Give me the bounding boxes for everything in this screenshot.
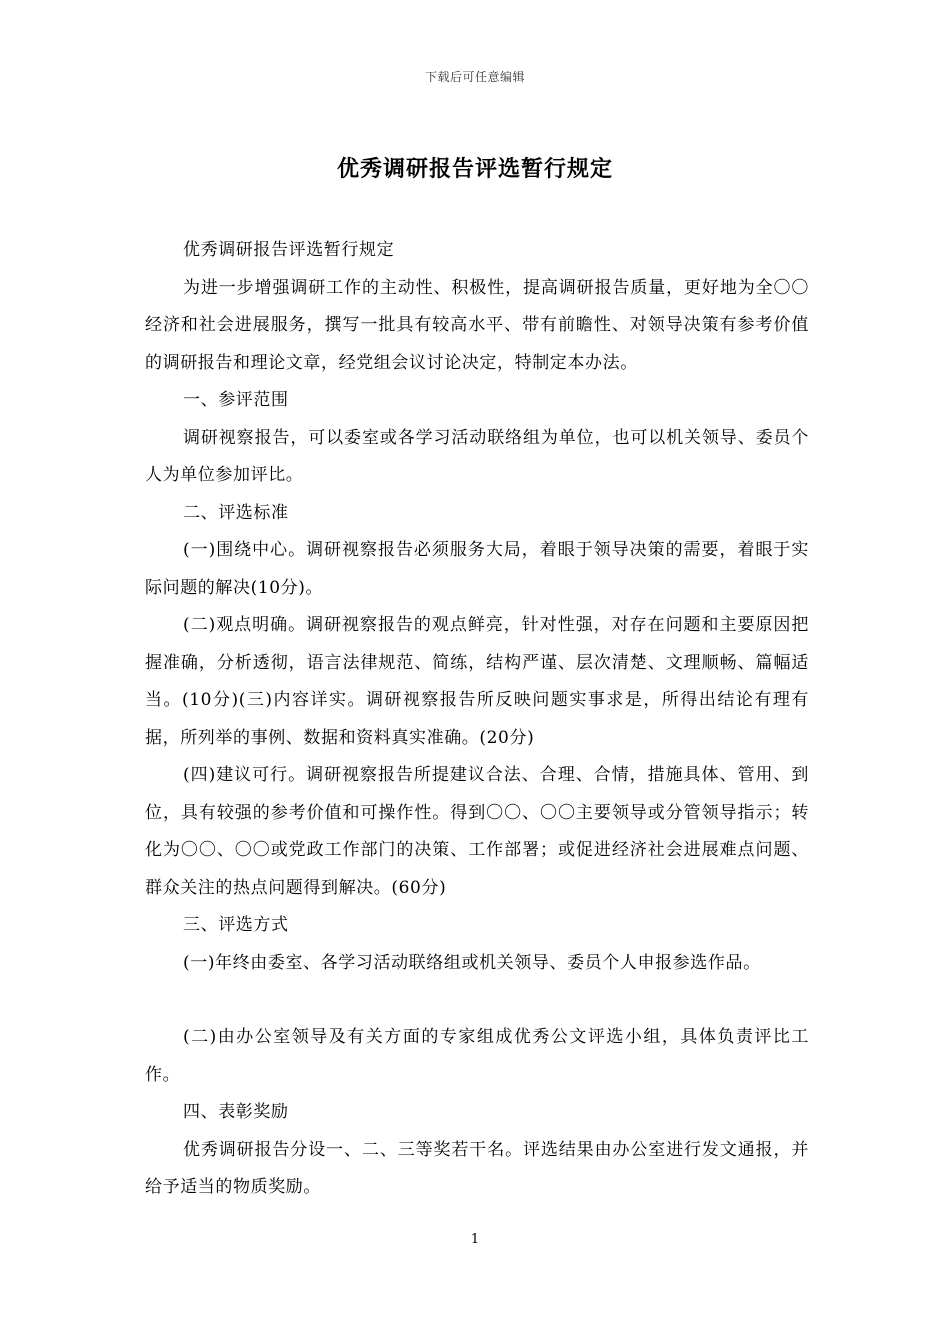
section-heading-criteria: 二、评选标准 — [183, 502, 289, 523]
document-body — [145, 232, 809, 1207]
paragraph-awards: 优秀调研报告分设一、二、三等奖若干名。评选结果由办公室进行发文通报，并给予适当的物质奖励。 — [145, 1139, 809, 1197]
paragraph-method-1: (一)年终由委室、各学习活动联络组或机关领导、委员个人申报参选作品。 — [183, 952, 761, 973]
paragraph-criteria-1: (一)围绕中心。调研视察报告必须服务大局，着眼于领导决策的需要，着眼于实际问题的解决(10分)。 — [145, 540, 809, 598]
paragraph-subtitle: 优秀调研报告评选暂行规定 — [183, 240, 395, 260]
paragraph-method-2: (二)由办公室领导及有关方面的专家组成优秀公文评选小组，具体负责评比工作。 — [145, 1027, 809, 1085]
header-note: 下载后可任意编辑 — [424, 70, 525, 84]
section-heading-awards: 四、表彰奖励 — [183, 1102, 289, 1122]
paragraph-criteria-2-3: (二)观点明确。调研视察报告的观点鲜亮，针对性强，对存在问题和主要原因把握准确，分析透彻，语言法律规范、简练，结构严谨、层次清楚、文理顺畅、篇幅适当。(10分)(三)内容详实。调研视察报告所反映问题实事求是，所得出结论有理有据，所列举的事例、数据和资料真实准确。(20分) — [145, 615, 809, 748]
paragraph-criteria-4: (四)建议可行。调研视察报告所提建议合法、合理、合情，措施具体、管用、到位，具有较强的参考价值和可操作性。得到〇〇、〇〇主要领导或分管领导指示；转化为〇〇、〇〇或党政工作部门的决策、工作部署；或促进经济社会进展难点问题、群众关注的热点问题得到解决。(60分) — [145, 765, 809, 898]
paragraph-intro: 为进一步增强调研工作的主动性、积极性，提高调研报告质量，更好地为全〇〇经济和社会进展服务，撰写一批具有较高水平、带有前瞻性、对领导决策有参考价值的调研报告和理论文章，经党组会议讨论决定，特制定本办法。 — [145, 277, 809, 373]
page-number: 1 — [470, 1232, 480, 1247]
section-heading-scope: 一、参评范围 — [183, 390, 289, 410]
paragraph-scope: 调研视察报告，可以委室或各学习活动联络组为单位，也可以机关领导、委员个人为单位参加评比。 — [145, 427, 809, 485]
section-heading-method: 三、评选方式 — [183, 915, 289, 935]
document-title: 优秀调研报告评选暂行规定 — [336, 156, 613, 182]
